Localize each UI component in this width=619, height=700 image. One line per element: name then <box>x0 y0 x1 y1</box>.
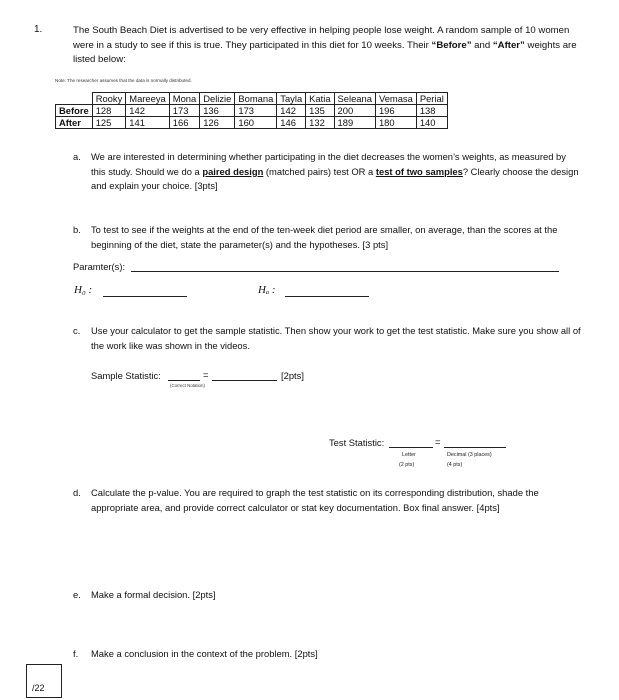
weights-table <box>55 92 448 129</box>
name-cell: Mona <box>169 93 199 105</box>
null-hypothesis-label: H₀ : <box>74 284 93 296</box>
part-b-letter: b. <box>73 224 81 235</box>
name-cell: Katia <box>306 93 334 105</box>
test-statistic-label: Test Statistic: <box>329 437 385 448</box>
value-cell: 142 <box>126 105 169 117</box>
value-cell: 160 <box>235 117 277 129</box>
value-cell: 132 <box>306 117 334 129</box>
value-cell: 166 <box>169 117 199 129</box>
value-cell: 135 <box>306 105 334 117</box>
parameter-answer-line[interactable] <box>131 271 559 272</box>
test-letter-line[interactable] <box>389 447 433 448</box>
name-cell: Mareeya <box>126 93 169 105</box>
score-box <box>26 664 62 698</box>
value-cell: 141 <box>126 117 169 129</box>
name-cell: Rooky <box>92 93 126 105</box>
name-cell: Seleana <box>334 93 375 105</box>
problem-intro <box>73 24 583 68</box>
part-f-text: Make a conclusion in the context of the problem. [2pts] <box>91 648 318 659</box>
part-b-text: To test to see if the weights at the end of the ten-week diet period are smaller, on average, than the scores at the beginning of the diet, state the parameter(s) and the hypotheses. [3 pts] <box>91 224 558 250</box>
value-cell: 142 <box>277 105 306 117</box>
sample-value-line[interactable] <box>212 380 277 381</box>
table-header-row <box>56 93 448 105</box>
part-a-text-3: ? Clearly choose the design and explain your choice. [3pts] <box>91 165 579 191</box>
name-cell: Perial <box>416 93 447 105</box>
table-row <box>56 117 448 129</box>
problem-number: 1. <box>34 24 43 35</box>
part-e-text: Make a formal decision. [2pts] <box>91 589 216 600</box>
value-cell: 146 <box>277 117 306 129</box>
alt-hypothesis-line[interactable] <box>285 296 369 297</box>
paired-design-term: paired design <box>202 165 264 177</box>
before-word: “Before” <box>431 39 472 51</box>
part-c-letter: c. <box>73 325 81 336</box>
two-samples-term: test of two samples <box>375 165 463 177</box>
part-e-letter: e. <box>73 589 81 600</box>
value-cell: 140 <box>416 117 447 129</box>
alt-hypothesis-label: Hₐ : <box>258 284 276 296</box>
value-cell: 173 <box>235 105 277 117</box>
name-cell: Tayla <box>277 93 306 105</box>
score-total: /22 <box>32 683 45 693</box>
part-d-text: Calculate the p-value. You are required to graph the test statistic on its corresponding distribution, shade the appropriate area, and provide correct calculator or stat key documentation. Box final answer. [4pts] <box>91 487 539 513</box>
intro-text-2: weights are listed below: <box>73 39 577 65</box>
correct-notation-hint: (Correct Notation) <box>170 383 205 388</box>
value-cell: 138 <box>416 105 447 117</box>
part-a-text-2: (matched pairs) test OR a <box>263 165 376 177</box>
corner-cell <box>56 93 93 105</box>
part-a-text-1: We are interested in determining whether participating in the diet decreases the women’s weights, as measured by this study. Should we do a <box>91 151 566 177</box>
after-word: “After” <box>492 39 525 51</box>
row-label-before: Before <box>56 105 93 117</box>
name-cell: Bomana <box>235 93 277 105</box>
parameter-label: Paramter(s): <box>73 261 126 272</box>
row-label-after: After <box>56 117 93 129</box>
value-cell: 173 <box>169 105 199 117</box>
value-cell: 200 <box>334 105 375 117</box>
normality-note: Note: The researcher assumes that the data is normally distributed. <box>55 78 192 83</box>
part-c-text: Use your calculator to get the sample statistic. Then show your work to get the test statistic. Make sure you show all of the work like was shown in the videos. <box>91 325 581 351</box>
letter-points-hint: (2 pts) <box>399 462 415 468</box>
decimal-points-hint: (4 pts) <box>447 462 463 468</box>
name-cell: Vemasa <box>375 93 416 105</box>
value-cell: 128 <box>92 105 126 117</box>
part-a-text <box>91 150 581 194</box>
value-cell: 189 <box>334 117 375 129</box>
test-equals: = <box>435 436 441 447</box>
intro-text-1: The South Beach Diet is advertised to be very effective in helping people lose weight. A random sample of 10 women were in a study to see if this is true. They participated in this diet for 10 weeks. Their <box>73 25 570 51</box>
part-a-letter: a. <box>73 151 81 162</box>
value-cell: 136 <box>200 105 235 117</box>
part-d-letter: d. <box>73 487 81 498</box>
intro-and: and <box>471 39 493 51</box>
test-decimal-line[interactable] <box>444 447 506 448</box>
sample-equals: = <box>203 369 209 380</box>
name-cell: Delizie <box>200 93 235 105</box>
decimal-hint: Decimal (3 places) <box>447 452 492 458</box>
sample-statistic-label: Sample Statistic: <box>91 370 161 381</box>
part-f-letter: f. <box>73 648 79 659</box>
sample-points: [2pts] <box>281 370 304 381</box>
letter-hint: Letter <box>402 452 416 458</box>
table-row <box>56 105 448 117</box>
value-cell: 180 <box>375 117 416 129</box>
value-cell: 126 <box>200 117 235 129</box>
value-cell: 125 <box>92 117 126 129</box>
sample-notation-line[interactable] <box>168 380 200 381</box>
value-cell: 196 <box>375 105 416 117</box>
null-hypothesis-line[interactable] <box>103 296 187 297</box>
